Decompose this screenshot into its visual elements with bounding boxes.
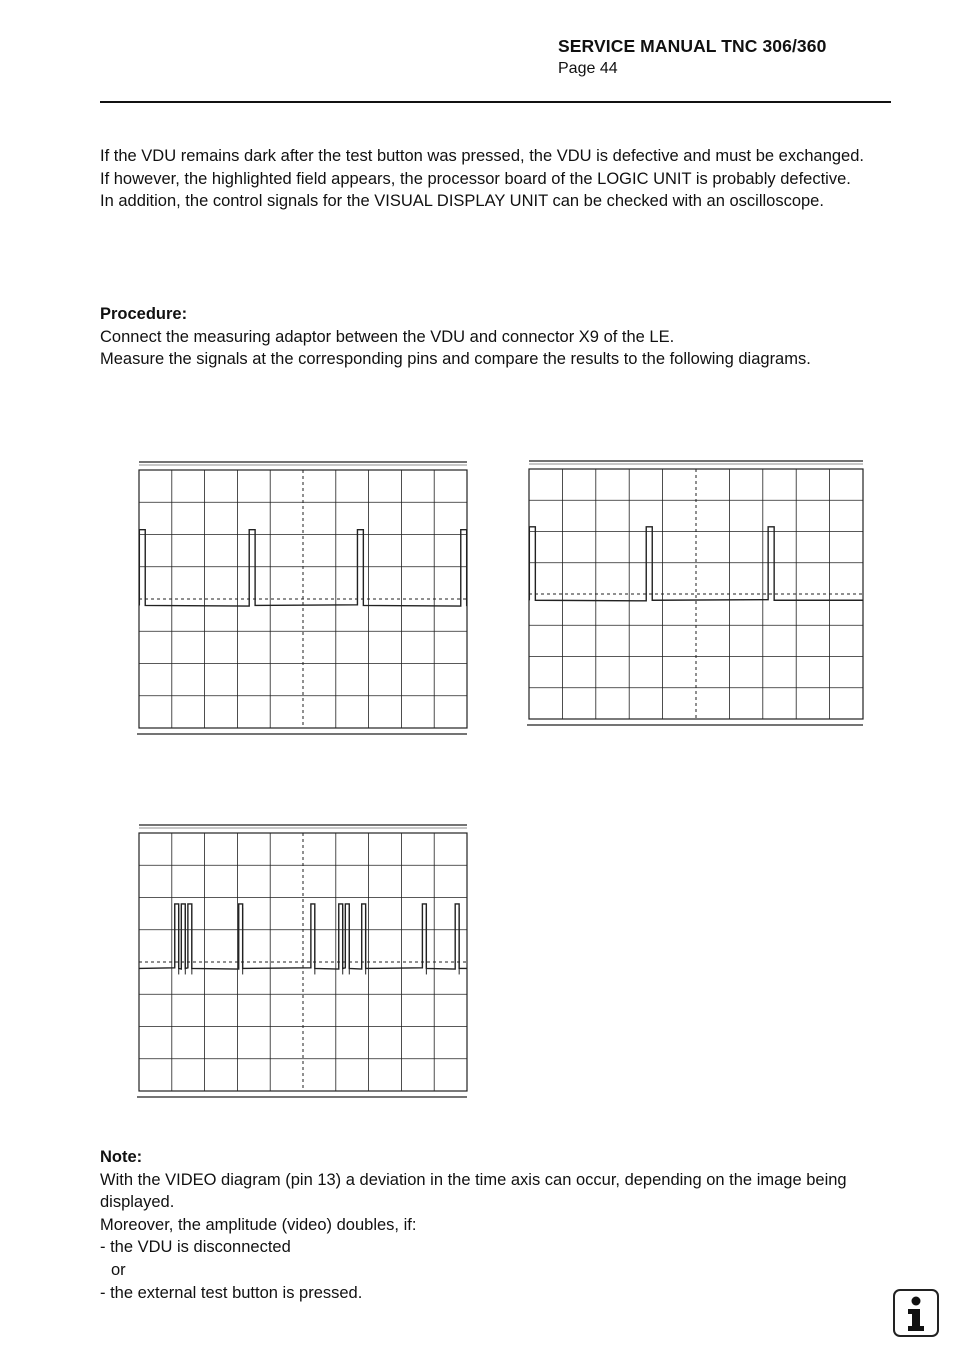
intro-paragraph-2: If however, the highlighted field appears, the processor board of the LOGIC UNIT is probably defective. xyxy=(100,169,851,188)
document-title: SERVICE MANUAL TNC 306/360 xyxy=(558,36,827,56)
intro-paragraph-3: In addition, the control signals for the VISUAL DISPLAY UNIT can be checked with an oscilloscope. xyxy=(100,192,824,211)
procedure-paragraph-2: Measure the signals at the corresponding pins and compare the results to the following diagrams. xyxy=(100,350,811,369)
oscilloscope-diagram-2 xyxy=(526,459,866,731)
page-number: Page 44 xyxy=(558,60,618,77)
info-icon xyxy=(893,1289,939,1337)
oscilloscope-diagram-1 xyxy=(136,460,470,740)
intro-paragraph-1: If the VDU remains dark after the test button was pressed, the VDU is defective and must be exchanged. xyxy=(100,147,864,165)
procedure-heading: Procedure: xyxy=(100,305,188,323)
header-divider xyxy=(100,101,891,103)
oscilloscope-trace-1 xyxy=(136,460,470,740)
oscilloscope-trace-2 xyxy=(526,459,866,731)
note-section xyxy=(100,1146,891,1304)
oscilloscope-diagram-3 xyxy=(136,823,470,1103)
note-list-item-1: - the VDU is disconnected xyxy=(100,1238,291,1257)
note-paragraph-2: Moreover, the amplitude (video) doubles, if: xyxy=(100,1215,417,1234)
intro-section xyxy=(100,145,891,213)
procedure-paragraph-1: Connect the measuring adaptor between the VDU and connector X9 of the LE. xyxy=(100,327,675,346)
oscilloscope-trace-3 xyxy=(136,823,470,1103)
note-or: or xyxy=(111,1260,126,1279)
info-icon-glyph xyxy=(895,1291,937,1335)
note-list-item-2: - the external test button is pressed. xyxy=(100,1283,363,1302)
note-paragraph-1: With the VIDEO diagram (pin 13) a deviation in the time axis can occur, depending on the image being displayed. xyxy=(100,1170,847,1212)
procedure-section xyxy=(100,303,891,371)
note-heading: Note: xyxy=(100,1148,143,1166)
